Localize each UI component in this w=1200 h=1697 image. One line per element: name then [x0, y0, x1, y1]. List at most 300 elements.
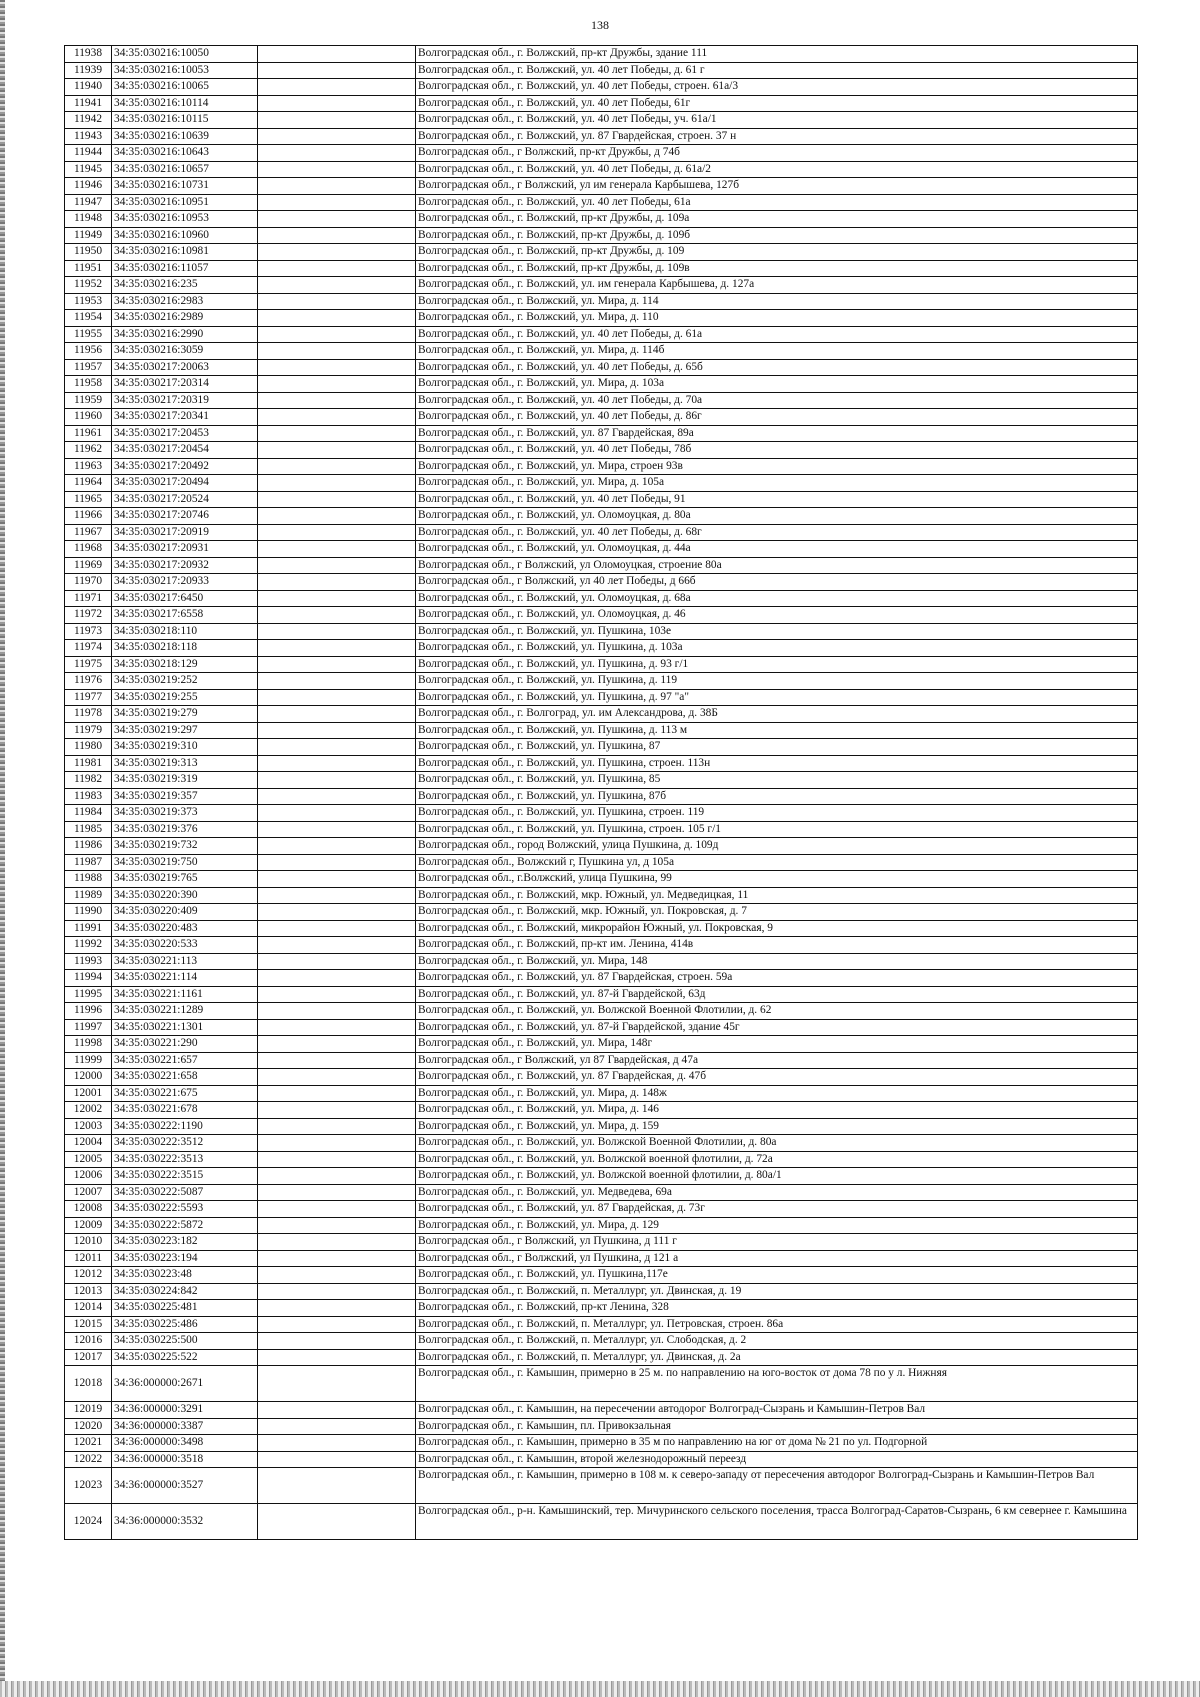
- address-cell: Волгоградская обл., г. Волжский, ул. Пушкина, 87б: [416, 788, 1138, 805]
- row-number-cell: 11985: [65, 821, 112, 838]
- table-row: [65, 1451, 1138, 1468]
- table-row: [65, 887, 1138, 904]
- table-row: [65, 1333, 1138, 1350]
- row-number-cell: 12015: [65, 1316, 112, 1333]
- cadastral-number-cell: 34:35:030217:6450: [112, 590, 258, 607]
- row-number-cell: 11998: [65, 1036, 112, 1053]
- table-row: [65, 1234, 1138, 1251]
- cadastral-number-cell: 34:35:030216:10053: [112, 62, 258, 79]
- row-number-cell: 11984: [65, 805, 112, 822]
- address-cell: Волгоградская обл., г. Волжский, ул. 87 Гвардейская, 89а: [416, 425, 1138, 442]
- table-row: [65, 920, 1138, 937]
- row-number-cell: 11967: [65, 524, 112, 541]
- cadastral-number-cell: 34:35:030219:297: [112, 722, 258, 739]
- table-row: [65, 1316, 1138, 1333]
- empty-cell: [258, 739, 416, 756]
- cadastral-number-cell: 34:35:030221:657: [112, 1052, 258, 1069]
- row-number-cell: 11995: [65, 986, 112, 1003]
- table-row: [65, 1418, 1138, 1435]
- empty-cell: [258, 524, 416, 541]
- address-cell: Волгоградская обл., г. Волжский, ул. 87 Гвардейская, д. 47б: [416, 1069, 1138, 1086]
- table-row: [65, 343, 1138, 360]
- address-cell: Волгоградская обл., г Волжский, ул 87 Гвардейская, д 47а: [416, 1052, 1138, 1069]
- row-number-cell: 11942: [65, 112, 112, 129]
- table-row: [65, 442, 1138, 459]
- cadastral-number-cell: 34:35:030216:3059: [112, 343, 258, 360]
- table-row: [65, 1504, 1138, 1540]
- row-number-cell: 11941: [65, 95, 112, 112]
- cadastral-number-cell: 34:35:030216:10050: [112, 46, 258, 63]
- cadastral-number-cell: 34:35:030216:10953: [112, 211, 258, 228]
- address-cell: Волгоградская обл., г. Волжский, п. Металлург, ул. Двинская, д. 19: [416, 1283, 1138, 1300]
- empty-cell: [258, 590, 416, 607]
- cadastral-number-cell: 34:35:030216:10960: [112, 227, 258, 244]
- table-row: [65, 62, 1138, 79]
- row-number-cell: 12019: [65, 1402, 112, 1419]
- address-cell: Волгоградская обл., г. Волжский, ул. 87-й Гвардейской, 63д: [416, 986, 1138, 1003]
- address-cell: Волгоградская обл., г. Волжский, ул. 40 лет Победы, д. 86г: [416, 409, 1138, 426]
- cadastral-number-cell: 34:35:030225:500: [112, 1333, 258, 1350]
- empty-cell: [258, 392, 416, 409]
- table-row: [65, 788, 1138, 805]
- address-cell: Волгоградская обл., г. Волжский, пр-кт Дружбы, д. 109в: [416, 260, 1138, 277]
- empty-cell: [258, 508, 416, 525]
- address-cell: Волгоградская обл., г. Волжский, пр-кт Дружбы, д. 109б: [416, 227, 1138, 244]
- empty-cell: [258, 1418, 416, 1435]
- address-cell: Волгоградская обл., г. Волжский, ул. Мира, д. 105а: [416, 475, 1138, 492]
- registry-table: [64, 45, 1138, 1540]
- table-row: [65, 112, 1138, 129]
- row-number-cell: 11992: [65, 937, 112, 954]
- table-row: [65, 409, 1138, 426]
- address-cell: Волгоградская обл., г. Волжский, ул. Мира, д. 129: [416, 1217, 1138, 1234]
- table-row: [65, 1300, 1138, 1317]
- row-number-cell: 11959: [65, 392, 112, 409]
- row-number-cell: 11964: [65, 475, 112, 492]
- table-row: [65, 986, 1138, 1003]
- row-number-cell: 12010: [65, 1234, 112, 1251]
- cadastral-number-cell: 34:36:000000:3518: [112, 1451, 258, 1468]
- table-row: [65, 656, 1138, 673]
- empty-cell: [258, 194, 416, 211]
- address-cell: Волгоградская обл., г. Волжский, ул. 87 Гвардейская, строен. 59а: [416, 970, 1138, 987]
- table-row: [65, 1003, 1138, 1020]
- row-number-cell: 11953: [65, 293, 112, 310]
- row-number-cell: 12021: [65, 1435, 112, 1452]
- table-row: [65, 673, 1138, 690]
- address-cell: Волгоградская обл., г. Волжский, ул. Мира, д. 159: [416, 1118, 1138, 1135]
- table-row: [65, 1052, 1138, 1069]
- row-number-cell: 11938: [65, 46, 112, 63]
- cadastral-number-cell: 34:35:030217:20932: [112, 557, 258, 574]
- table-row: [65, 953, 1138, 970]
- cadastral-number-cell: 34:35:030216:10115: [112, 112, 258, 129]
- cadastral-number-cell: 34:35:030219:319: [112, 772, 258, 789]
- cadastral-number-cell: 34:35:030216:10657: [112, 161, 258, 178]
- row-number-cell: 11987: [65, 854, 112, 871]
- address-cell: Волгоградская обл., г Волжский, ул 40 лет Победы, д 66б: [416, 574, 1138, 591]
- row-number-cell: 11949: [65, 227, 112, 244]
- cadastral-number-cell: 34:35:030220:533: [112, 937, 258, 954]
- row-number-cell: 12023: [65, 1468, 112, 1504]
- cadastral-number-cell: 34:35:030216:2990: [112, 326, 258, 343]
- table-row: [65, 326, 1138, 343]
- address-cell: Волгоградская обл., г. Волжский, п. Металлург, ул. Слободская, д. 2: [416, 1333, 1138, 1350]
- table-row: [65, 211, 1138, 228]
- table-row: [65, 772, 1138, 789]
- table-row: [65, 145, 1138, 162]
- cadastral-number-cell: 34:35:030216:10951: [112, 194, 258, 211]
- row-number-cell: 11946: [65, 178, 112, 195]
- cadastral-number-cell: 34:35:030222:5593: [112, 1201, 258, 1218]
- address-cell: Волгоградская обл., г. Волжский, ул. Пушкина, 87: [416, 739, 1138, 756]
- table-row: [65, 293, 1138, 310]
- address-cell: Волгоградская обл., г. Волгоград, ул. им Александрова, д. 38Б: [416, 706, 1138, 723]
- empty-cell: [258, 1234, 416, 1251]
- row-number-cell: 11989: [65, 887, 112, 904]
- table-row: [65, 508, 1138, 525]
- empty-cell: [258, 1333, 416, 1350]
- cadastral-number-cell: 34:35:030221:114: [112, 970, 258, 987]
- address-cell: Волгоградская обл., г. Волжский, ул. 40 лет Победы, д. 61а/2: [416, 161, 1138, 178]
- table-row: [65, 1085, 1138, 1102]
- cadastral-number-cell: 34:36:000000:3498: [112, 1435, 258, 1452]
- row-number-cell: 12000: [65, 1069, 112, 1086]
- cadastral-number-cell: 34:35:030222:3513: [112, 1151, 258, 1168]
- row-number-cell: 11991: [65, 920, 112, 937]
- row-number-cell: 11997: [65, 1019, 112, 1036]
- empty-cell: [258, 1168, 416, 1185]
- cadastral-number-cell: 34:35:030219:252: [112, 673, 258, 690]
- row-number-cell: 11977: [65, 689, 112, 706]
- empty-cell: [258, 920, 416, 937]
- empty-cell: [258, 359, 416, 376]
- address-cell: Волгоградская обл., г Волжский, ул Оломоуцкая, строение 80а: [416, 557, 1138, 574]
- address-cell: Волгоградская обл., г. Волжский, мкр. Южный, ул. Медведицкая, 11: [416, 887, 1138, 904]
- row-number-cell: 11947: [65, 194, 112, 211]
- address-cell: Волгоградская обл., г. Волжский, ул. Пушкина,117е: [416, 1267, 1138, 1284]
- row-number-cell: 12006: [65, 1168, 112, 1185]
- table-row: [65, 425, 1138, 442]
- row-number-cell: 11957: [65, 359, 112, 376]
- row-number-cell: 11963: [65, 458, 112, 475]
- cadastral-number-cell: 34:35:030218:118: [112, 640, 258, 657]
- empty-cell: [258, 1435, 416, 1452]
- empty-cell: [258, 128, 416, 145]
- empty-cell: [258, 640, 416, 657]
- address-cell: Волгоградская обл., г. Волжский, ул. 40 лет Победы, 91: [416, 491, 1138, 508]
- row-number-cell: 11954: [65, 310, 112, 327]
- row-number-cell: 12007: [65, 1184, 112, 1201]
- cadastral-number-cell: 34:35:030221:1301: [112, 1019, 258, 1036]
- cadastral-number-cell: 34:35:030222:3515: [112, 1168, 258, 1185]
- row-number-cell: 12001: [65, 1085, 112, 1102]
- empty-cell: [258, 491, 416, 508]
- table-row: [65, 937, 1138, 954]
- cadastral-number-cell: 34:35:030225:486: [112, 1316, 258, 1333]
- row-number-cell: 11990: [65, 904, 112, 921]
- empty-cell: [258, 458, 416, 475]
- address-cell: Волгоградская обл., г. Волжский, ул. Пушкина, д. 93 г/1: [416, 656, 1138, 673]
- page-number: 138: [591, 18, 609, 32]
- table-row: [65, 541, 1138, 558]
- cadastral-number-cell: 34:35:030219:376: [112, 821, 258, 838]
- table-row: [65, 95, 1138, 112]
- cadastral-number-cell: 34:36:000000:2671: [112, 1366, 258, 1402]
- row-number-cell: 12020: [65, 1418, 112, 1435]
- row-number-cell: 11978: [65, 706, 112, 723]
- address-cell: Волгоградская обл., г. Волжский, ул. Пушкина, строен. 119: [416, 805, 1138, 822]
- address-cell: Волгоградская обл., г. Камышин, примерно в 35 м по направлению на юг от дома № 21 по ул. Подгорной: [416, 1435, 1138, 1452]
- address-cell: Волгоградская обл., г. Волжский, п. Металлург, ул. Петровская, строен. 86а: [416, 1316, 1138, 1333]
- cadastral-number-cell: 34:35:030219:373: [112, 805, 258, 822]
- table-row: [65, 1366, 1138, 1402]
- row-number-cell: 11960: [65, 409, 112, 426]
- table-row: [65, 623, 1138, 640]
- cadastral-number-cell: 34:35:030221:113: [112, 953, 258, 970]
- address-cell: Волгоградская обл., г. Волжский, ул. Мира, д. 146: [416, 1102, 1138, 1119]
- cadastral-number-cell: 34:35:030216:10114: [112, 95, 258, 112]
- row-number-cell: 11944: [65, 145, 112, 162]
- empty-cell: [258, 244, 416, 261]
- cadastral-number-cell: 34:35:030217:20314: [112, 376, 258, 393]
- empty-cell: [258, 1349, 416, 1366]
- cadastral-number-cell: 34:35:030220:390: [112, 887, 258, 904]
- address-cell: Волгоградская обл., г. Волжский, ул. 40 лет Победы, 78б: [416, 442, 1138, 459]
- address-cell: Волгоградская обл., г. Волжский, ул. им генерала Карбышева, д. 127а: [416, 277, 1138, 294]
- address-cell: Волгоградская обл., г. Волжский, ул. Оломоуцкая, д. 46: [416, 607, 1138, 624]
- empty-cell: [258, 1300, 416, 1317]
- table-row: [65, 1435, 1138, 1452]
- address-cell: Волгоградская обл., г. Камышин, второй железнодорожный переезд: [416, 1451, 1138, 1468]
- address-cell: Волгоградская обл., г. Волжский, ул. 87-й Гвардейской, здание 45г: [416, 1019, 1138, 1036]
- empty-cell: [258, 260, 416, 277]
- row-number-cell: 12017: [65, 1349, 112, 1366]
- empty-cell: [258, 1052, 416, 1069]
- table-row: [65, 640, 1138, 657]
- address-cell: Волгоградская обл., г. Волжский, ул. Пушкина, 85: [416, 772, 1138, 789]
- empty-cell: [258, 1468, 416, 1504]
- cadastral-number-cell: 34:35:030216:11057: [112, 260, 258, 277]
- empty-cell: [258, 1201, 416, 1218]
- row-number-cell: 11952: [65, 277, 112, 294]
- cadastral-number-cell: 34:35:030217:20931: [112, 541, 258, 558]
- table-row: [65, 1402, 1138, 1419]
- empty-cell: [258, 1019, 416, 1036]
- row-number-cell: 11939: [65, 62, 112, 79]
- table-row: [65, 1168, 1138, 1185]
- empty-cell: [258, 722, 416, 739]
- row-number-cell: 11975: [65, 656, 112, 673]
- row-number-cell: 12008: [65, 1201, 112, 1218]
- row-number-cell: 12022: [65, 1451, 112, 1468]
- address-cell: Волгоградская обл., г. Волжский, микрорайон Южный, ул. Покровская, 9: [416, 920, 1138, 937]
- empty-cell: [258, 854, 416, 871]
- empty-cell: [258, 79, 416, 96]
- cadastral-number-cell: 34:36:000000:3291: [112, 1402, 258, 1419]
- row-number-cell: 12013: [65, 1283, 112, 1300]
- empty-cell: [258, 475, 416, 492]
- empty-cell: [258, 326, 416, 343]
- address-cell: Волгоградская обл., г. Волжский, ул. 40 лет Победы, д. 61а: [416, 326, 1138, 343]
- cadastral-number-cell: 34:35:030217:6558: [112, 607, 258, 624]
- row-number-cell: 11951: [65, 260, 112, 277]
- table-row: [65, 1118, 1138, 1135]
- address-cell: Волгоградская обл., г. Волжский, п. Металлург, ул. Двинская, д. 2а: [416, 1349, 1138, 1366]
- table-row: [65, 161, 1138, 178]
- empty-cell: [258, 557, 416, 574]
- address-cell: Волгоградская обл., г Волжский, ул Пушкина, д 121 а: [416, 1250, 1138, 1267]
- row-number-cell: 11999: [65, 1052, 112, 1069]
- table-row: [65, 871, 1138, 888]
- empty-cell: [258, 293, 416, 310]
- address-cell: Волгоградская обл., г. Волжский, ул. Оломоуцкая, д. 80а: [416, 508, 1138, 525]
- cadastral-number-cell: 34:35:030221:1161: [112, 986, 258, 1003]
- address-cell: Волгоградская обл., г. Волжский, ул. 40 лет Победы, уч. 61а/1: [416, 112, 1138, 129]
- empty-cell: [258, 1451, 416, 1468]
- table-row: [65, 310, 1138, 327]
- row-number-cell: 12004: [65, 1135, 112, 1152]
- cadastral-number-cell: 34:35:030216:10731: [112, 178, 258, 195]
- address-cell: Волгоградская обл., г. Волжский, ул. Пушкина, 103е: [416, 623, 1138, 640]
- table-row: [65, 1217, 1138, 1234]
- cadastral-number-cell: 34:35:030217:20494: [112, 475, 258, 492]
- cadastral-number-cell: 34:35:030216:10981: [112, 244, 258, 261]
- address-cell: Волгоградская обл., г. Волжский, ул. Мира, д. 103а: [416, 376, 1138, 393]
- empty-cell: [258, 409, 416, 426]
- cadastral-number-cell: 34:35:030217:20454: [112, 442, 258, 459]
- cadastral-number-cell: 34:35:030223:182: [112, 1234, 258, 1251]
- row-number-cell: 11945: [65, 161, 112, 178]
- cadastral-number-cell: 34:35:030219:732: [112, 838, 258, 855]
- row-number-cell: 12018: [65, 1366, 112, 1402]
- table-row: [65, 755, 1138, 772]
- address-cell: Волгоградская обл., г. Волжский, мкр. Южный, ул. Покровская, д. 7: [416, 904, 1138, 921]
- cadastral-number-cell: 34:35:030219:313: [112, 755, 258, 772]
- empty-cell: [258, 689, 416, 706]
- table-row: [65, 1102, 1138, 1119]
- address-cell: Волгоградская обл., г. Волжский, ул. 87 Гвардейская, д. 73г: [416, 1201, 1138, 1218]
- row-number-cell: 11940: [65, 79, 112, 96]
- address-cell: Волгоградская обл., р-н. Камышинский, тер. Мичуринского сельского поселения, трасса Волгоград-Саратов-Сызрань, 6 км севернее г. Камышина: [416, 1504, 1138, 1540]
- cadastral-number-cell: 34:35:030219:357: [112, 788, 258, 805]
- empty-cell: [258, 310, 416, 327]
- table-row: [65, 392, 1138, 409]
- row-number-cell: 11988: [65, 871, 112, 888]
- row-number-cell: 11972: [65, 607, 112, 624]
- address-cell: Волгоградская обл., г. Волжский, ул. 40 лет Победы, д. 68г: [416, 524, 1138, 541]
- row-number-cell: 12024: [65, 1504, 112, 1540]
- table-row: [65, 277, 1138, 294]
- table-row: [65, 854, 1138, 871]
- table-row: [65, 1250, 1138, 1267]
- cadastral-number-cell: 34:35:030222:5087: [112, 1184, 258, 1201]
- empty-cell: [258, 1504, 416, 1540]
- table-row: [65, 1283, 1138, 1300]
- address-cell: Волгоградская обл., г. Волжский, ул. Мира, д. 148ж: [416, 1085, 1138, 1102]
- table-row: [65, 689, 1138, 706]
- cadastral-number-cell: 34:35:030216:10639: [112, 128, 258, 145]
- row-number-cell: 11980: [65, 739, 112, 756]
- address-cell: Волгоградская обл., г Волжский, пр-кт Дружбы, д 74б: [416, 145, 1138, 162]
- empty-cell: [258, 838, 416, 855]
- empty-cell: [258, 788, 416, 805]
- empty-cell: [258, 178, 416, 195]
- address-cell: Волгоградская обл., г. Волжский, ул. Волжской военной флотилии, д. 80а/1: [416, 1168, 1138, 1185]
- row-number-cell: 11948: [65, 211, 112, 228]
- empty-cell: [258, 376, 416, 393]
- cadastral-number-cell: 34:35:030222:1190: [112, 1118, 258, 1135]
- table-row: [65, 1069, 1138, 1086]
- empty-cell: [258, 1217, 416, 1234]
- row-number-cell: 11955: [65, 326, 112, 343]
- table-row: [65, 46, 1138, 63]
- address-cell: Волгоградская обл., г. Волжский, ул. Волжской Военной Флотилии, д. 62: [416, 1003, 1138, 1020]
- address-cell: Волгоградская обл., г. Волжский, пр-кт Дружбы, д. 109а: [416, 211, 1138, 228]
- empty-cell: [258, 227, 416, 244]
- empty-cell: [258, 62, 416, 79]
- address-cell: Волгоградская обл., г. Камышин, примерно в 108 м. к северо-западу от пересечения автодорог Волгоград-Сызрань и Камышин-Петров Вал: [416, 1468, 1138, 1504]
- row-number-cell: 12014: [65, 1300, 112, 1317]
- empty-cell: [258, 1036, 416, 1053]
- empty-cell: [258, 46, 416, 63]
- address-cell: Волгоградская обл., г. Волжский, пр-кт Ленина, 328: [416, 1300, 1138, 1317]
- cadastral-number-cell: 34:35:030218:110: [112, 623, 258, 640]
- address-cell: Волгоградская обл., г. Волжский, ул. Пушкина, д. 113 м: [416, 722, 1138, 739]
- cadastral-number-cell: 34:35:030225:481: [112, 1300, 258, 1317]
- address-cell: Волгоградская обл., г. Волжский, ул. 40 лет Победы, д. 61 г: [416, 62, 1138, 79]
- table-row: [65, 79, 1138, 96]
- address-cell: Волгоградская обл., г. Волжский, ул. Мира, д. 114б: [416, 343, 1138, 360]
- empty-cell: [258, 1283, 416, 1300]
- table-row: [65, 376, 1138, 393]
- address-cell: Волгоградская обл., г. Волжский, ул. Мира, 148: [416, 953, 1138, 970]
- row-number-cell: 12011: [65, 1250, 112, 1267]
- address-cell: Волгоградская обл., г. Волжский, ул. Мира, д. 110: [416, 310, 1138, 327]
- row-number-cell: 11956: [65, 343, 112, 360]
- address-cell: Волгоградская обл., г. Волжский, ул. 40 лет Победы, д. 65б: [416, 359, 1138, 376]
- table-row: [65, 1151, 1138, 1168]
- empty-cell: [258, 343, 416, 360]
- table-row: [65, 590, 1138, 607]
- row-number-cell: 11969: [65, 557, 112, 574]
- cadastral-number-cell: 34:35:030217:20063: [112, 359, 258, 376]
- row-number-cell: 11979: [65, 722, 112, 739]
- table-row: [65, 491, 1138, 508]
- empty-cell: [258, 1003, 416, 1020]
- address-cell: Волгоградская обл., г. Волжский, ул. Пушкина, д. 103а: [416, 640, 1138, 657]
- cadastral-number-cell: 34:36:000000:3527: [112, 1468, 258, 1504]
- cadastral-number-cell: 34:35:030221:1289: [112, 1003, 258, 1020]
- empty-cell: [258, 970, 416, 987]
- table-row: [65, 904, 1138, 921]
- row-number-cell: 11982: [65, 772, 112, 789]
- cadastral-number-cell: 34:35:030217:20341: [112, 409, 258, 426]
- empty-cell: [258, 574, 416, 591]
- empty-cell: [258, 541, 416, 558]
- cadastral-number-cell: 34:35:030221:658: [112, 1069, 258, 1086]
- cadastral-number-cell: 34:35:030224:842: [112, 1283, 258, 1300]
- cadastral-number-cell: 34:35:030221:678: [112, 1102, 258, 1119]
- empty-cell: [258, 161, 416, 178]
- table-row: [65, 574, 1138, 591]
- row-number-cell: 12003: [65, 1118, 112, 1135]
- empty-cell: [258, 937, 416, 954]
- address-cell: Волгоградская обл., г. Волжский, ул. Мира, строен 93в: [416, 458, 1138, 475]
- cadastral-number-cell: 34:35:030217:20933: [112, 574, 258, 591]
- cadastral-number-cell: 34:35:030217:20919: [112, 524, 258, 541]
- empty-cell: [258, 1069, 416, 1086]
